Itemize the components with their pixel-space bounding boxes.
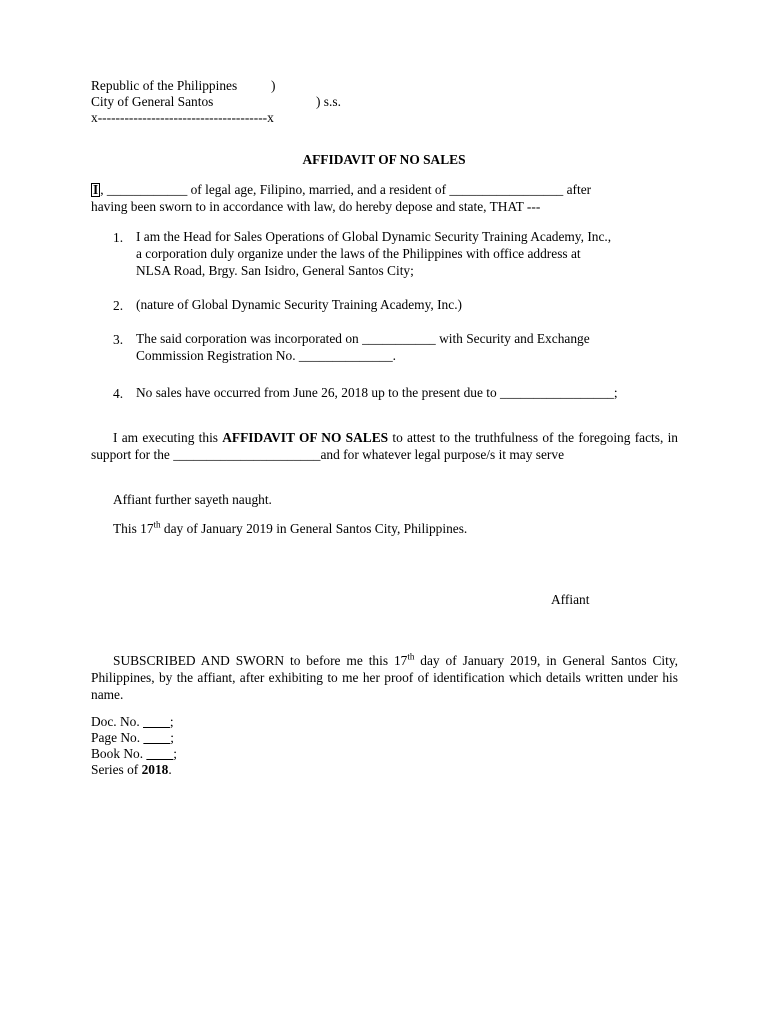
page-no-line bbox=[91, 730, 174, 746]
header-divider: x--------------------------------------x bbox=[91, 110, 274, 125]
header-line-city: City of General Santos bbox=[91, 94, 214, 109]
header-republic-text: Republic of the Philippines bbox=[91, 78, 238, 93]
doc-no-end: ; bbox=[169, 714, 174, 729]
doc-no-blank: ____ bbox=[143, 714, 170, 729]
series-year: 2018 bbox=[141, 762, 169, 777]
subscribed-post: day of January 2019, in General Santos City, Philippines, by the affiant, after exhibiting to me her proof of identification which details written under his name. bbox=[91, 653, 679, 702]
item-number-2: 2. bbox=[113, 298, 124, 313]
item-number-3: 3. bbox=[113, 332, 124, 347]
document-title: AFFIDAVIT OF NO SALES bbox=[302, 152, 466, 167]
date-line bbox=[113, 521, 467, 537]
item-2-line-1: (nature of Global Dynamic Security Training Academy, Inc.) bbox=[136, 297, 463, 312]
item-1-line-2: a corporation duly organize under the laws of the Philippines with office address at bbox=[136, 246, 581, 261]
page-no-end: ; bbox=[170, 730, 174, 745]
doc-no-label: Doc. No. bbox=[91, 714, 144, 729]
item-number-1: 1. bbox=[113, 230, 124, 245]
executing-post: to attest to the truthfulness of the foregoing facts, in support for the ______________________and for whatever legal purpose/s it may serve bbox=[91, 430, 678, 462]
affiant-label: Affiant bbox=[551, 592, 590, 607]
series-label: Series of bbox=[91, 762, 142, 777]
executing-pre: I am executing this bbox=[113, 430, 223, 445]
page-no-blank: ____ bbox=[143, 730, 171, 745]
subscribed-paragraph bbox=[91, 652, 678, 703]
book-no-end: ; bbox=[173, 746, 177, 761]
book-no-label: Book No. bbox=[91, 746, 147, 761]
series-line bbox=[91, 762, 172, 778]
date-line-post: day of January 2019 in General Santos City, Philippines. bbox=[160, 521, 468, 536]
executing-paragraph bbox=[91, 429, 678, 463]
header-paren: ) bbox=[271, 78, 276, 93]
subscribed-sup: th bbox=[407, 651, 415, 662]
header-line-republic bbox=[91, 78, 237, 94]
header-ss: ) s.s. bbox=[316, 94, 341, 109]
item-3-line-2: Commission Registration No. ______________. bbox=[136, 348, 397, 363]
executing-bold-title: AFFIDAVIT OF NO SALES bbox=[222, 430, 389, 445]
intro-line-2: having been sworn to in accordance with law, do hereby depose and state, THAT --- bbox=[91, 199, 541, 214]
page-no-label: Page No. bbox=[91, 730, 144, 745]
intro-line-1-text: , ____________ of legal age, Filipino, married, and a resident of _________________ after bbox=[100, 182, 592, 197]
subscribed-pre: SUBSCRIBED AND SWORN to before me this 17 bbox=[113, 653, 408, 668]
sayeth-line: Affiant further sayeth naught. bbox=[113, 492, 272, 507]
book-no-line bbox=[91, 746, 177, 762]
doc-no-line bbox=[91, 714, 174, 730]
item-number-4: 4. bbox=[113, 386, 124, 401]
item-3-line-1: The said corporation was incorporated on ___________ with Security and Exchange bbox=[136, 331, 590, 346]
book-no-blank: ____ bbox=[146, 746, 174, 761]
boxed-letter-i: I bbox=[93, 182, 99, 197]
intro-line-1 bbox=[91, 182, 591, 198]
item-1-line-3: NLSA Road, Brgy. San Isidro, General Santos City; bbox=[136, 263, 414, 278]
date-line-sup: th bbox=[153, 519, 161, 530]
item-4-line-1: No sales have occurred from June 26, 2018 up to the present due to _________________; bbox=[136, 385, 618, 400]
item-1-line-1: I am the Head for Sales Operations of Global Dynamic Security Training Academy, Inc., bbox=[136, 229, 612, 244]
date-line-pre: This 17 bbox=[113, 521, 154, 536]
series-end: . bbox=[168, 762, 172, 777]
